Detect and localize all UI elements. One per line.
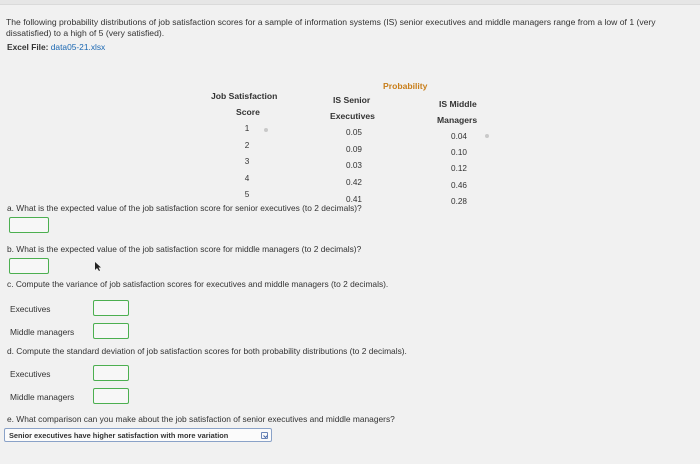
- stdev-managers-input[interactable]: [93, 388, 129, 404]
- score-cell: 1: [244, 124, 250, 133]
- exec-cell: 0.41: [346, 195, 362, 204]
- mgr-cell: 0.10: [451, 148, 467, 157]
- variance-managers-label: Middle managers: [10, 327, 75, 337]
- score-header-line2: Score: [236, 107, 260, 117]
- mgr-cell: 0.46: [451, 181, 467, 190]
- score-cell: 3: [244, 157, 250, 166]
- comparison-dropdown-value: Senior executives have higher satisfaction with more variation: [9, 431, 229, 440]
- question-d: d. Compute the standard deviation of job satisfaction scores for both probability distributions (to 2 decimals).: [7, 346, 407, 356]
- question-e: e. What comparison can you make about the job satisfaction of senior executives and middle managers?: [7, 414, 395, 424]
- mgr-header-line2: Managers: [437, 115, 478, 125]
- mgr-cell: 0.04: [451, 132, 467, 141]
- intro-text: The following probability distributions of job satisfaction scores for a sample of information systems (IS) senior executives and middle managers range from a low of 1 (very dissatisfied) to a high of 5 (very satisfied).: [6, 17, 656, 38]
- stdev-executives-label: Executives: [10, 369, 51, 379]
- variance-executives-input[interactable]: [93, 300, 129, 316]
- score-cell: 4: [244, 174, 250, 183]
- excel-file-label: Excel File:: [7, 42, 49, 52]
- answer-a-input[interactable]: [9, 217, 49, 233]
- variance-managers-input[interactable]: [93, 323, 129, 339]
- excel-file-link[interactable]: data05-21.xlsx: [50, 42, 106, 52]
- exec-cell: 0.05: [346, 128, 362, 137]
- mouse-pointer-icon: [94, 262, 102, 272]
- variance-executives-label: Executives: [10, 304, 51, 314]
- mgr-cell: 0.28: [451, 197, 467, 206]
- exec-header-line2: Executives: [330, 111, 375, 121]
- stdev-managers-label: Middle managers: [10, 392, 75, 402]
- answer-b-input[interactable]: [9, 258, 49, 274]
- score-header-line1: Job Satisfaction: [211, 91, 278, 101]
- comparison-dropdown[interactable]: [4, 428, 272, 442]
- exec-header-line1: IS Senior: [333, 95, 371, 105]
- exec-cell: 0.03: [346, 161, 362, 170]
- top-bar: [0, 0, 700, 5]
- question-a: a. What is the expected value of the job satisfaction score for senior executives (to 2 decimals)?: [7, 203, 362, 213]
- stdev-executives-input[interactable]: [93, 365, 129, 381]
- exec-cell: 0.09: [346, 145, 362, 154]
- decorative-dot: [485, 134, 489, 138]
- question-c: c. Compute the variance of job satisfaction scores for executives and middle managers (to 2 decimals).: [7, 279, 389, 289]
- chevron-down-icon: [261, 432, 268, 439]
- score-cell: 2: [244, 141, 250, 150]
- decorative-dot: [264, 128, 268, 132]
- mgr-header-line1: IS Middle: [439, 99, 477, 109]
- mgr-cell: 0.12: [451, 164, 467, 173]
- question-b: b. What is the expected value of the job satisfaction score for middle managers (to 2 decimals)?: [7, 244, 362, 254]
- score-cell: 5: [244, 190, 250, 199]
- excel-file-line: [7, 42, 105, 52]
- exec-cell: 0.42: [346, 178, 362, 187]
- probability-header: Probability: [383, 81, 428, 91]
